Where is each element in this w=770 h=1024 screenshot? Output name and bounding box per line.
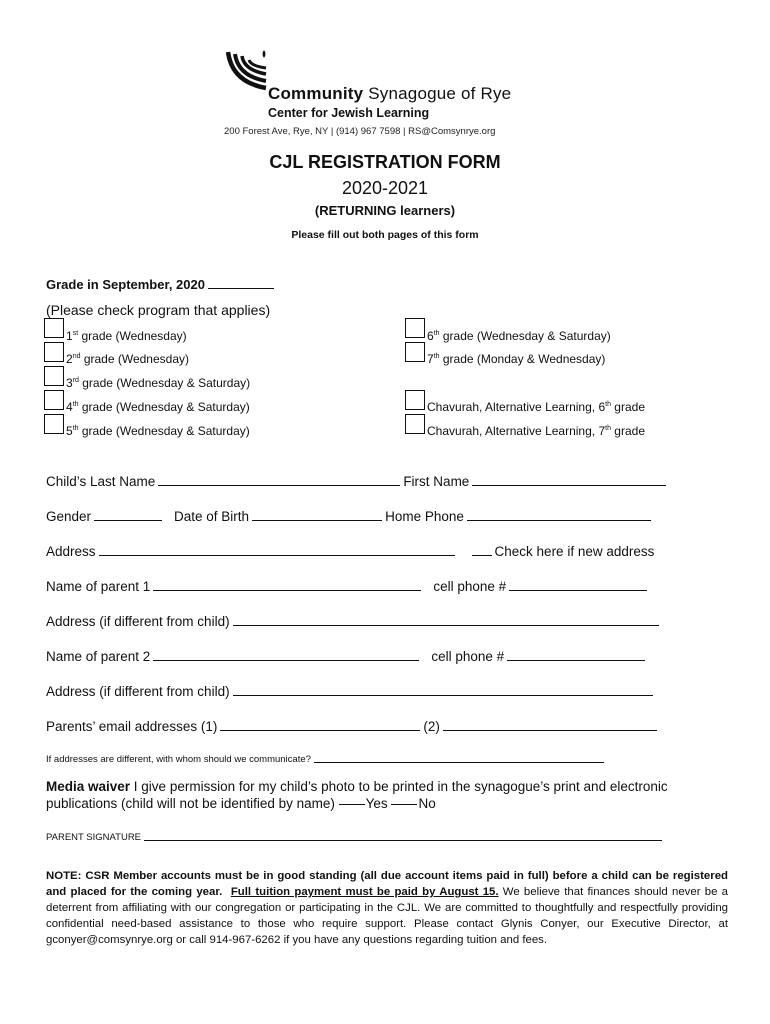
checkbox-grade-3[interactable] bbox=[44, 366, 64, 386]
option-grade-6: 6th grade (Wednesday & Saturday) bbox=[427, 329, 611, 343]
media-no-label: No bbox=[418, 796, 436, 811]
home-phone-label: Home Phone bbox=[385, 509, 464, 524]
form-year: 2020-2021 bbox=[341, 178, 429, 198]
parent1-label: Name of parent 1 bbox=[46, 579, 151, 594]
email2-label: (2) bbox=[423, 719, 440, 734]
new-address-checkbox[interactable] bbox=[472, 554, 492, 556]
parent2-label: Name of parent 2 bbox=[46, 649, 151, 664]
dob-label: Date of Birth bbox=[174, 509, 250, 524]
checkbox-grade-5[interactable] bbox=[44, 414, 64, 434]
option-grade-7: 7th grade (Monday & Wednesday) bbox=[427, 352, 606, 366]
gender-field[interactable] bbox=[94, 519, 162, 521]
form-audience: (RETURNING learners) bbox=[314, 203, 456, 218]
gender-label: Gender bbox=[46, 509, 92, 524]
parent1-field[interactable] bbox=[153, 589, 421, 591]
email1-label: Parents’ email addresses (1) bbox=[46, 719, 218, 734]
row-gender-dob bbox=[46, 509, 654, 524]
email1-field[interactable] bbox=[220, 729, 420, 731]
checkbox-grade-4[interactable] bbox=[44, 390, 64, 410]
signature-field[interactable] bbox=[144, 839, 662, 841]
first-name-field[interactable] bbox=[472, 484, 666, 486]
address-label: Address bbox=[46, 544, 96, 559]
tuition-note: NOTE: CSR Member accounts must be in good standing (all due account items paid in full) before a child can be registered and placed for the coming year. Full tuition payment must be paid by August 15. We believe that finances should never be a deterrent from affiliating with our congregation or participating in the CJL. We are committed to thoughtfully and respectfully providing confidential need-based assistance to those who require support. Please contact Glynis Conyer, our Executive Director, at gconyer@comsynrye.org or call 914-967-6262 if you have any questions regarding tuition and fees. bbox=[46, 870, 728, 946]
communicate-field[interactable] bbox=[314, 761, 604, 763]
row-address-parent1 bbox=[46, 614, 662, 629]
checkbox-chavurah-6[interactable] bbox=[405, 390, 425, 410]
address-diff2-field[interactable] bbox=[233, 694, 653, 696]
cell1-label: cell phone # bbox=[433, 579, 507, 594]
option-grade-5: 5th grade (Wednesday & Saturday) bbox=[66, 424, 250, 438]
organization-name: Community Synagogue of Rye bbox=[268, 84, 512, 103]
row-communicate bbox=[46, 754, 607, 765]
checkbox-grade-6[interactable] bbox=[405, 318, 425, 338]
grade-field[interactable] bbox=[208, 278, 274, 289]
synagogue-logo-icon bbox=[226, 48, 274, 98]
dob-field[interactable] bbox=[252, 519, 382, 521]
media-waiver: Media waiver I give permission for my child’s photo to be printed in the synagogue’s print and electronic publications (child will not be identified by name) Yes No bbox=[46, 779, 668, 811]
signature-label: PARENT SIGNATURE bbox=[46, 832, 142, 843]
row-emails bbox=[46, 719, 660, 734]
address-diff1-label: Address (if different from child) bbox=[46, 614, 230, 629]
media-yes-label: Yes bbox=[365, 796, 388, 811]
parent2-field[interactable] bbox=[153, 659, 419, 661]
cell2-field[interactable] bbox=[507, 659, 645, 661]
email2-field[interactable] bbox=[443, 729, 657, 731]
cell2-label: cell phone # bbox=[431, 649, 505, 664]
organization-subtitle: Center for Jewish Learning bbox=[268, 106, 430, 120]
row-address bbox=[46, 544, 654, 559]
first-name-label: First Name bbox=[403, 474, 470, 489]
media-waiver-label: Media waiver bbox=[46, 779, 131, 794]
checkbox-grade-2[interactable] bbox=[44, 342, 64, 362]
row-signature bbox=[46, 832, 665, 843]
communicate-label: If addresses are different, with whom should we communicate? bbox=[46, 754, 311, 765]
option-chavurah-7: Chavurah, Alternative Learning, 7th grade bbox=[427, 424, 645, 438]
program-note: (Please check program that applies) bbox=[46, 302, 271, 318]
organization-contact: 200 Forest Ave, Rye, NY | (914) 967 7598 | RS@Comsynrye.org bbox=[224, 126, 496, 137]
grade-question: Grade in September, 2020 bbox=[46, 277, 274, 292]
row-parent1 bbox=[46, 579, 650, 594]
form-title: CJL REGISTRATION FORM bbox=[269, 152, 501, 172]
child-last-name-field[interactable] bbox=[158, 484, 400, 486]
option-grade-1: 1st grade (Wednesday) bbox=[66, 329, 187, 343]
media-yes-field[interactable] bbox=[339, 803, 365, 805]
option-grade-2: 2nd grade (Wednesday) bbox=[66, 352, 189, 366]
option-grade-4: 4th grade (Wednesday & Saturday) bbox=[66, 400, 250, 414]
row-parent2 bbox=[46, 649, 648, 664]
row-address-parent2 bbox=[46, 684, 656, 699]
row-child-name bbox=[46, 474, 669, 489]
address-field[interactable] bbox=[99, 554, 455, 556]
address-diff1-field[interactable] bbox=[233, 624, 659, 626]
checkbox-grade-1[interactable] bbox=[44, 318, 64, 338]
address-diff2-label: Address (if different from child) bbox=[46, 684, 230, 699]
child-last-name-label: Child’s Last Name bbox=[46, 474, 156, 489]
checkbox-chavurah-7[interactable] bbox=[405, 414, 425, 434]
home-phone-field[interactable] bbox=[467, 519, 651, 521]
option-grade-3: 3rd grade (Wednesday & Saturday) bbox=[66, 376, 251, 390]
cell1-field[interactable] bbox=[509, 589, 647, 591]
media-no-field[interactable] bbox=[391, 803, 417, 805]
checkbox-grade-7[interactable] bbox=[405, 342, 425, 362]
new-address-label: Check here if new address bbox=[494, 544, 655, 559]
option-chavurah-6: Chavurah, Alternative Learning, 6th grade bbox=[427, 400, 645, 414]
form-instruction: Please fill out both pages of this form bbox=[291, 229, 479, 241]
